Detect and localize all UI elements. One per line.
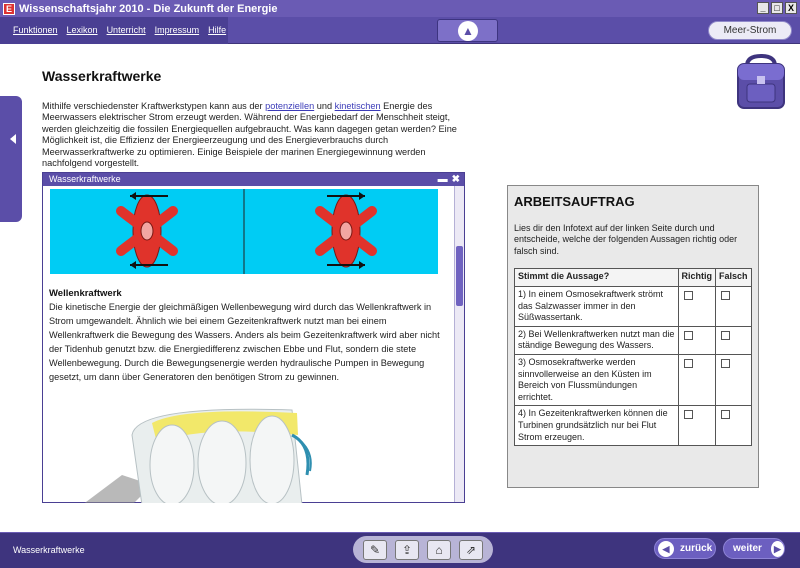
wave-power-device-image xyxy=(62,405,312,503)
scrollbar-thumb[interactable] xyxy=(456,246,463,306)
info-window xyxy=(42,172,465,503)
close-icon[interactable]: ✖ xyxy=(451,174,460,185)
task-panel xyxy=(507,185,759,488)
menu-bar xyxy=(0,17,800,44)
window-title: Wissenschaftsjahr 2010 - Die Zukunft der Energie xyxy=(19,2,278,15)
info-text: Die kinetische Energie der gleichmäßigen Wellenbewegung wird durch das Wellenkraftwerk in Strom umgewandelt. Ähnlich wie bei einem Gezeitenkraftwerk nutzt man bei einem Wellenkraftwerk die Bewegung des Wassers. Anders als beim Gezeitenkraftwerk wird aber nicht der Tidenhub genutzt bzw. die Energiedifferenz zwischen Ebbe und Flut, sondern die stete Wellenbewegung. Durch die Bewegungsenergie werden hydraulische Pumpen in Bewegung gesetzt, um dann über Generatoren den benötigen Strom zu gewinnen. xyxy=(49,302,440,382)
question-text: 2) Bei Wellenkraftwerken nutzt man die ständige Bewegung des Wassers. xyxy=(515,326,679,354)
back-label: zurück xyxy=(680,543,713,554)
maximize-button[interactable]: □ xyxy=(771,2,783,14)
menu-item-lexikon[interactable]: Lexikon xyxy=(66,25,98,35)
up-button[interactable] xyxy=(437,19,498,42)
column-header-wrong: Falsch xyxy=(716,269,752,287)
arrow-up-icon: ▲ xyxy=(458,21,478,41)
menu-item-impressum[interactable]: Impressum xyxy=(154,25,200,35)
minimize-button[interactable]: _ xyxy=(757,2,769,14)
info-window-title: Wasserkraftwerke xyxy=(49,174,121,184)
menu-item-unterricht[interactable]: Unterricht xyxy=(106,25,146,35)
checkbox-falsch-3[interactable] xyxy=(721,359,730,368)
checkbox-falsch-1[interactable] xyxy=(721,291,730,300)
content-area xyxy=(0,44,800,532)
minimize-icon[interactable]: ▬ xyxy=(437,174,448,185)
window-controls xyxy=(757,2,797,14)
bottom-bar xyxy=(0,532,800,568)
upload-tool-icon[interactable]: ⇪ xyxy=(395,540,419,560)
menu-items xyxy=(13,25,226,35)
info-window-controls xyxy=(438,173,460,186)
table-row xyxy=(515,406,752,446)
checkbox-richtig-2[interactable] xyxy=(684,331,693,340)
link-potential[interactable]: potenziellen xyxy=(265,101,315,111)
notes-tool-icon[interactable]: ✎ xyxy=(363,540,387,560)
info-window-titlebar xyxy=(43,173,464,186)
checkbox-richtig-3[interactable] xyxy=(684,359,693,368)
intro-part-2: und xyxy=(314,101,335,111)
topic-button[interactable]: Meer-Strom xyxy=(708,21,792,40)
question-text: 4) In Gezeitenkraftwerken können die Turbinen grundsätzlich nur bei Flut Strom erzeugen. xyxy=(515,406,679,446)
table-row xyxy=(515,354,752,405)
wave-turbine-diagram xyxy=(50,189,438,274)
checkbox-falsch-4[interactable] xyxy=(721,410,730,419)
info-heading: Wellenkraftwerk xyxy=(49,288,122,299)
side-panel-tab[interactable] xyxy=(0,96,22,222)
page-title: Wasserkraftwerke xyxy=(42,68,162,84)
schoolbag-icon[interactable] xyxy=(733,54,789,110)
checkbox-richtig-1[interactable] xyxy=(684,291,693,300)
task-heading: ARBEITSAUFTRAG xyxy=(514,194,635,209)
checkbox-falsch-2[interactable] xyxy=(721,331,730,340)
chevron-left-icon: ◀ xyxy=(658,541,674,557)
back-button[interactable] xyxy=(654,538,716,559)
question-text: 3) Osmosekraftwerke werden sinnvollerweise an den Küsten im Bereich von Flussmündungen errichtet. xyxy=(515,354,679,405)
intro-part-3: Energie des Meerwassers elektrischer Strom erzeugt werden. Während der Energiebedarf der Menschheit steigt, werden gleichzeitig die fossilen Energiequellen aufgebraucht. Was kann dagegen getan werden? Eine Möglichkeit ist, die Effizienz der Energieerzeugung und des Energieverbrauchs durch Meerwasserkraftwerke zu optimieren. Einige Beispiele der marinen Energiegewinnung werden nachfolgend vorgestellt. xyxy=(42,101,457,169)
app-icon: E xyxy=(3,3,15,15)
next-label: weiter xyxy=(733,543,762,554)
arrow-left-icon xyxy=(10,134,16,144)
intro-part-1: Mithilfe verschiedenster Kraftwerkstypen kann aus der xyxy=(42,101,266,111)
home-tool-icon[interactable]: ⌂ xyxy=(427,540,451,560)
close-button[interactable]: X xyxy=(785,2,797,14)
chevron-right-icon: ▶ xyxy=(771,541,784,557)
column-header-right: Richtig xyxy=(678,269,716,287)
breadcrumb: Wasserkraftwerke xyxy=(13,545,85,555)
window-titlebar xyxy=(0,0,800,17)
menu-item-hilfe[interactable]: Hilfe xyxy=(208,25,227,35)
table-row xyxy=(515,287,752,327)
task-table-header xyxy=(515,269,752,287)
info-window-body xyxy=(48,187,456,503)
column-header-question: Stimmt die Aussage? xyxy=(515,269,679,287)
checkbox-richtig-4[interactable] xyxy=(684,410,693,419)
intro-text xyxy=(42,101,462,169)
export-tool-icon[interactable]: ⇗ xyxy=(459,540,483,560)
menu-item-funktionen[interactable]: Funktionen xyxy=(13,25,58,35)
next-button[interactable] xyxy=(723,538,785,559)
link-kinetic[interactable]: kinetischen xyxy=(334,101,381,111)
task-table xyxy=(514,268,752,446)
task-description: Lies dir den Infotext auf der linken Seite durch und entscheide, welche der folgenden Aussagen richtig oder falsch sind. xyxy=(514,223,738,256)
question-text: 1) In einem Osmosekraftwerk strömt das Salzwasser immer in den Süßwassertank. xyxy=(515,287,679,327)
toolbar xyxy=(353,536,493,563)
table-row xyxy=(515,326,752,354)
